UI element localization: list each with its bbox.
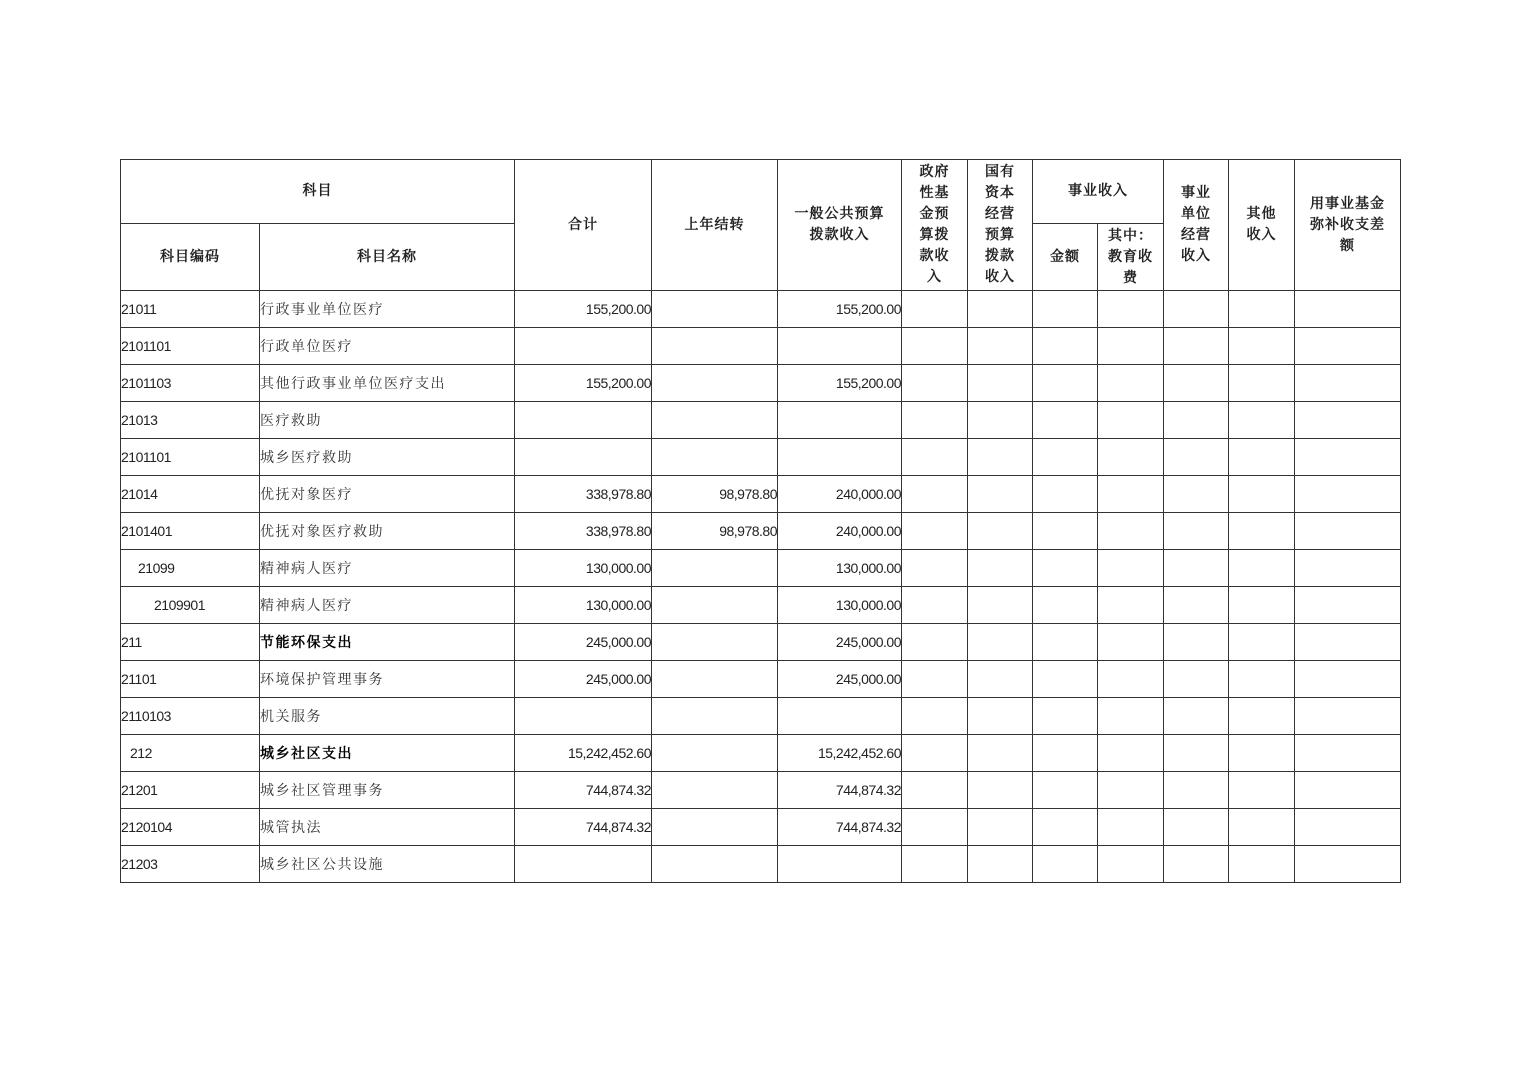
total-value: 155,200.00 <box>515 291 652 328</box>
general-budget-value <box>778 328 902 365</box>
subject-name: 行政事业单位医疗 <box>260 291 515 328</box>
total-value: 744,874.32 <box>515 809 652 846</box>
header-total: 合计 <box>515 160 652 291</box>
header-subject-name: 科目名称 <box>260 224 515 291</box>
table-row <box>121 587 1401 624</box>
total-value: 338,978.80 <box>515 513 652 550</box>
subject-name: 行政单位医疗 <box>260 328 515 365</box>
carryover-value <box>652 587 778 624</box>
subject-code: 2120104 <box>121 809 260 846</box>
subject-name: 城管执法 <box>260 809 515 846</box>
general-budget-value: 744,874.32 <box>778 809 902 846</box>
header-gov-fund: 政府性基金预算拨款收入 <box>902 160 968 291</box>
table-row <box>121 476 1401 513</box>
header-subject-code: 科目编码 <box>121 224 260 291</box>
total-value <box>515 439 652 476</box>
table-row <box>121 624 1401 661</box>
total-value: 744,874.32 <box>515 772 652 809</box>
table-row <box>121 439 1401 476</box>
table-row <box>121 846 1401 883</box>
carryover-value <box>652 809 778 846</box>
carryover-value <box>652 698 778 735</box>
subject-code: 21201 <box>121 772 260 809</box>
header-fund-offset: 用事业基金弥补收支差额 <box>1295 160 1401 291</box>
header-unit-operating: 事业单位经营收入 <box>1164 160 1229 291</box>
subject-name: 精神病人医疗 <box>260 587 515 624</box>
subject-name: 城乡社区支出 <box>260 735 515 772</box>
header-carryover: 上年结转 <box>652 160 778 291</box>
total-value <box>515 328 652 365</box>
table-row <box>121 513 1401 550</box>
subject-code: 21014 <box>121 476 260 513</box>
subject-name: 机关服务 <box>260 698 515 735</box>
general-budget-value: 130,000.00 <box>778 587 902 624</box>
general-budget-value: 15,242,452.60 <box>778 735 902 772</box>
total-value: 338,978.80 <box>515 476 652 513</box>
table-row <box>121 328 1401 365</box>
general-budget-value: 155,200.00 <box>778 291 902 328</box>
total-value: 130,000.00 <box>515 587 652 624</box>
carryover-value <box>652 661 778 698</box>
general-budget-value <box>778 846 902 883</box>
budget-table <box>120 159 1401 883</box>
table-row <box>121 402 1401 439</box>
carryover-value: 98,978.80 <box>652 476 778 513</box>
subject-code: 2101101 <box>121 328 260 365</box>
subject-name: 城乡社区公共设施 <box>260 846 515 883</box>
header-state-capital: 国有资本经营预算拨款收入 <box>968 160 1033 291</box>
carryover-value <box>652 291 778 328</box>
total-value: 155,200.00 <box>515 365 652 402</box>
subject-code: 21101 <box>121 661 260 698</box>
general-budget-value: 744,874.32 <box>778 772 902 809</box>
carryover-value <box>652 402 778 439</box>
table-row <box>121 698 1401 735</box>
total-value <box>515 846 652 883</box>
total-value <box>515 698 652 735</box>
subject-code: 2101101 <box>121 439 260 476</box>
header-amount: 金额 <box>1033 224 1098 291</box>
table-row <box>121 772 1401 809</box>
header-business-income: 事业收入 <box>1033 160 1164 224</box>
subject-name: 医疗救助 <box>260 402 515 439</box>
table-row <box>121 735 1401 772</box>
header-subject: 科目 <box>121 160 515 224</box>
subject-name: 精神病人医疗 <box>260 550 515 587</box>
carryover-value <box>652 735 778 772</box>
carryover-value: 98,978.80 <box>652 513 778 550</box>
header-other-income: 其他收入 <box>1229 160 1295 291</box>
table-row <box>121 661 1401 698</box>
general-budget-value: 245,000.00 <box>778 661 902 698</box>
carryover-value <box>652 846 778 883</box>
total-value: 15,242,452.60 <box>515 735 652 772</box>
subject-code: 2101401 <box>121 513 260 550</box>
general-budget-value: 245,000.00 <box>778 624 902 661</box>
table-row <box>121 365 1401 402</box>
total-value: 245,000.00 <box>515 624 652 661</box>
subject-name: 城乡医疗救助 <box>260 439 515 476</box>
subject-name: 优抚对象医疗救助 <box>260 513 515 550</box>
subject-name: 环境保护管理事务 <box>260 661 515 698</box>
subject-code: 211 <box>121 624 260 661</box>
table-row <box>121 291 1401 328</box>
general-budget-value <box>778 402 902 439</box>
subject-code: 21099 <box>121 550 260 587</box>
general-budget-value: 240,000.00 <box>778 513 902 550</box>
subject-code: 2109901 <box>121 587 260 624</box>
carryover-value <box>652 624 778 661</box>
header-education-fees: 其中：教育收费 <box>1098 224 1164 291</box>
subject-code: 21013 <box>121 402 260 439</box>
subject-name: 优抚对象医疗 <box>260 476 515 513</box>
carryover-value <box>652 365 778 402</box>
table-row <box>121 809 1401 846</box>
subject-code: 2110103 <box>121 698 260 735</box>
total-value: 245,000.00 <box>515 661 652 698</box>
general-budget-value: 155,200.00 <box>778 365 902 402</box>
subject-name: 其他行政事业单位医疗支出 <box>260 365 515 402</box>
subject-code: 212 <box>121 735 260 772</box>
carryover-value <box>652 439 778 476</box>
subject-code: 21203 <box>121 846 260 883</box>
header-general-budget: 一般公共预算拨款收入 <box>778 160 902 291</box>
subject-code: 2101103 <box>121 365 260 402</box>
total-value: 130,000.00 <box>515 550 652 587</box>
table-row <box>121 550 1401 587</box>
general-budget-value <box>778 698 902 735</box>
general-budget-value: 130,000.00 <box>778 550 902 587</box>
subject-name: 城乡社区管理事务 <box>260 772 515 809</box>
subject-code: 21011 <box>121 291 260 328</box>
carryover-value <box>652 550 778 587</box>
general-budget-value <box>778 439 902 476</box>
total-value <box>515 402 652 439</box>
subject-name: 节能环保支出 <box>260 624 515 661</box>
general-budget-value: 240,000.00 <box>778 476 902 513</box>
carryover-value <box>652 328 778 365</box>
carryover-value <box>652 772 778 809</box>
